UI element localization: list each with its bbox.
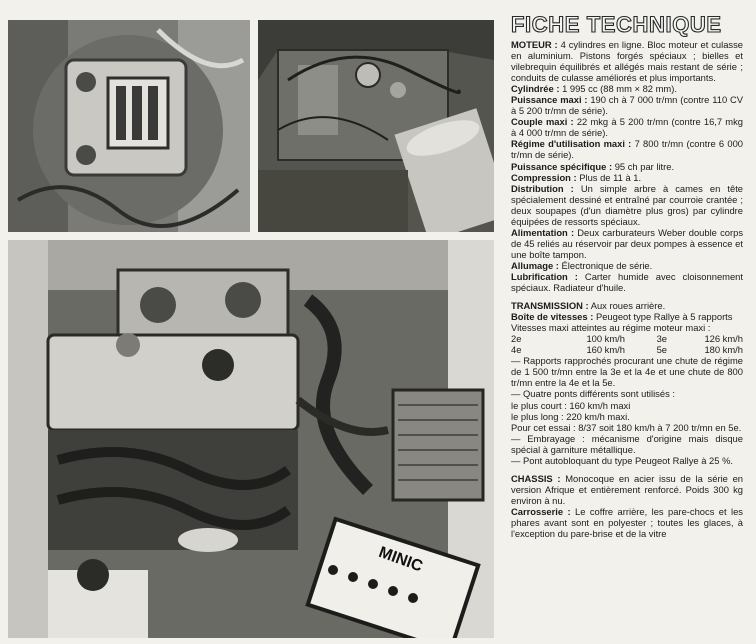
essai-text: Pour cet essai : 8/37 soit 180 km/h à 7 200 tr/mn en 5e. <box>511 421 742 433</box>
ponts-court: le plus court : 160 km/h maxi <box>511 399 631 411</box>
gear-row <box>511 333 743 344</box>
gear-name: 4e <box>511 344 522 356</box>
fuel-tank-photo <box>258 20 494 232</box>
spec-label: Couple maxi : <box>511 116 574 128</box>
ponts-intro: — Quatre ponts différents sont utilisés : <box>511 388 675 400</box>
spec-value: Électronique de série. <box>561 259 653 271</box>
gear-name: 5e <box>656 344 667 356</box>
battery-label: MINIC <box>376 543 425 576</box>
spec-alimentation <box>511 227 743 260</box>
gear-name: 3e <box>656 333 667 345</box>
gear-row <box>511 344 743 355</box>
spec-allumage <box>511 260 743 271</box>
embrayage-text: — Embrayage : mécanisme d'origine mais disque spécial à garniture métallique. <box>511 432 743 455</box>
boite-paragraph <box>511 311 743 322</box>
rapports-text: — Rapports rapprochés procurant une chute de régime de 1 500 tr/mn entre la 3e et la 4e et une chute de 800 tr/mn entre la 4e et la 5e. <box>511 355 743 389</box>
spec-value: 1 995 cc (88 mm × 82 mm). <box>562 83 677 95</box>
transmission-text: Aux roues arrière. <box>590 300 666 312</box>
moteur-paragraph <box>511 39 743 83</box>
spec-value: Un simple arbre à cames en tête spécialement dessiné et entraîné par courroie crantée ; deux soupapes (d'un diamètre plus gros) par cylindre équipées de ressorts spéciaux. <box>511 182 743 227</box>
spec-label: Cylindrée : <box>511 83 560 95</box>
engine-bay-photo <box>8 240 494 638</box>
spec-value: 22 mkg à 5 200 tr/mn (contre 16,7 mkg à 4 000 tr/mn de série). <box>511 116 743 139</box>
tech-sheet-column <box>511 12 743 640</box>
vitesses-intro: Vitesses maxi atteintes au régime moteur maxi : <box>511 322 711 334</box>
gear-speed: 160 km/h <box>586 344 625 356</box>
carrosserie-paragraph <box>511 506 743 539</box>
moteur-text: 4 cylindres en ligne. Bloc moteur et culasse en aluminium. Pistons forgés spéciaux ; bielles et vilebrequin équilibrés et allégés mais restant de série ; conduits de culasse améliorés et plus importants. <box>511 39 743 84</box>
spec-label: Alimentation : <box>511 226 575 238</box>
spec-label: Compression : <box>511 171 577 183</box>
spec-label: Lubrification : <box>511 270 578 282</box>
spec-label: Puissance spécifique : <box>511 160 613 172</box>
spec-value: 7 800 tr/mn (contre 6 000 tr/mn de série). <box>511 138 743 161</box>
spec-value: Carter humide avec cloisonnement spéciaux. Radiateur d'huile. <box>511 270 743 294</box>
spec-lubrification <box>511 271 743 293</box>
spec-cylindree <box>511 83 743 94</box>
gear-speed: 180 km/h <box>704 344 743 356</box>
carrosserie-text: Le coffre arrière, les pare-chocs et les phares avant sont en polyester ; toutes les glaces, à l'exception du pare-brise et de la vitre <box>511 505 743 540</box>
spec-value: 95 ch par litre. <box>614 160 675 172</box>
gear-speed: 100 km/h <box>586 333 625 345</box>
boite-text: Peugeot type Rallye à 5 rapports <box>595 311 733 323</box>
spec-puissance-maxi <box>511 94 743 116</box>
ponts-long: le plus long : 220 km/h maxi. <box>511 410 630 422</box>
spec-value: 190 ch à 7 000 tr/mn (contre 110 CV à 5 200 tr/mn de série). <box>511 94 743 117</box>
spec-value: Plus de 11 à 1. <box>579 171 642 183</box>
carrosserie-label: Carrosserie : <box>511 505 571 517</box>
spec-distribution <box>511 183 743 227</box>
spec-label: Puissance maxi : <box>511 94 588 106</box>
gear-speed: 126 km/h <box>704 333 743 345</box>
spec-label: Régime d'utilisation maxi : <box>511 138 632 150</box>
gear-name: 2e <box>511 333 522 345</box>
spec-value: Deux carburateurs Weber double corps de 45 reliés au réservoir par deux pompes à essence et une boîte tampon. <box>511 226 743 260</box>
spec-label: Allumage : <box>511 259 559 271</box>
chassis-paragraph <box>511 473 743 506</box>
spec-couple-maxi <box>511 116 743 138</box>
boite-label: Boîte de vitesses : <box>511 311 594 323</box>
spec-puissance-specifique <box>511 161 743 172</box>
article-title: FICHE TECHNIQUE <box>511 12 722 37</box>
transmission-label: TRANSMISSION : <box>511 300 589 312</box>
pont-text: — Pont autobloquant du type Peugeot Rallye à 25 %. <box>511 454 734 466</box>
brake-caliper-photo <box>8 20 250 232</box>
chassis-label: CHASSIS : <box>511 472 561 484</box>
transmission-paragraph <box>511 300 743 311</box>
spec-regime <box>511 138 743 160</box>
spec-label: Distribution : <box>511 182 574 194</box>
moteur-label: MOTEUR : <box>511 39 558 50</box>
chassis-text: Monocoque en acier issu de la série en version Afrique et entièrement renforcé. Poids 300 kg environ à nu. <box>511 472 743 506</box>
spec-compression <box>511 172 743 183</box>
